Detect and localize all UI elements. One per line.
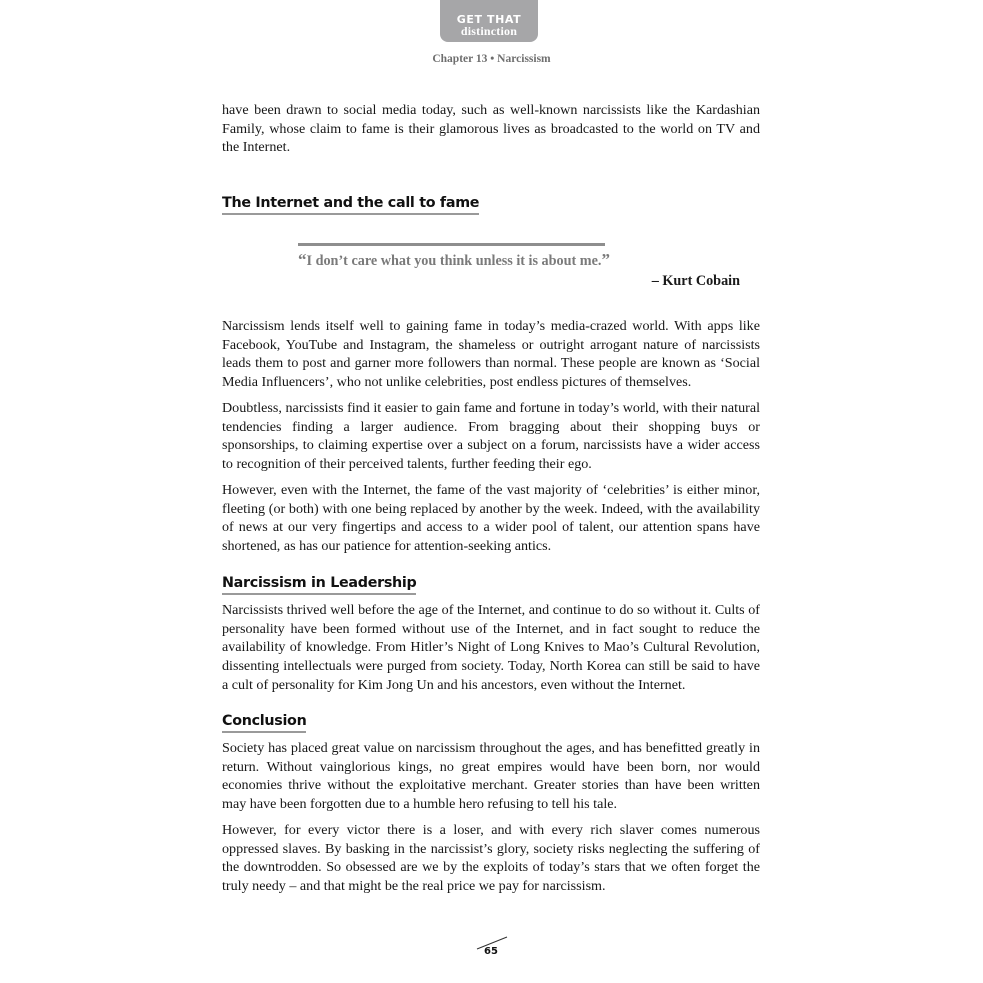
close-quote-mark: ” (601, 250, 610, 269)
section-heading-leadership: Narcissism in Leadership (222, 575, 416, 595)
paragraph: Doubtless, narcissists find it easier to gain fame and fortune in today’s world, with their natural tendencies finding a larger audience. From bragging about their shopping buys or sponsorships, to claiming expertise over a subject on a forum, narcissists have a wider access to recognition of their perceived talents, further feeding their ego. (222, 400, 760, 473)
page-number: 65 (484, 946, 498, 957)
brand-tab-logo (440, 0, 538, 42)
paragraph: However, for every victor there is a loser, and with every rich slaver comes numerous oppressed slaves. By basking in the narcissist’s glory, society risks neglecting the suffering of the downtrodden. So obsessed are we by the exploits of today’s stars that we often forget the truly needy – and that might be the real price we pay for narcissism. (222, 822, 760, 895)
quote-attribution: – Kurt Cobain (651, 273, 740, 289)
paragraph: Narcissism lends itself well to gaining fame in today’s media-crazed world. With apps like Facebook, YouTube and Instagram, the shameless or outright arrogant nature of narcissists leads them to post and garner more followers than normal. These people are known as ‘Social Media Influencers’, who not unlike celebrities, post endless pictures of themselves. (222, 318, 760, 391)
running-head: Chapter 13 • Narcissism (432, 53, 551, 65)
quote-text: I don’t care what you think unless it is about me. (306, 253, 602, 269)
paragraph: Society has placed great value on narcissism throughout the ages, and has benefitted greatly in return. Without vainglorious kings, no great empires would have been born, nor would economies thrive without the exploitative merchant. Greater stories than have been written may have been forgotten due to a humble hero refusing to tell his tale. (222, 740, 760, 813)
paragraph: However, even with the Internet, the fame of the vast majority of ‘celebrities’ is either minor, fleeting (or both) with one being replaced by another by the week. Indeed, with the availability of news at our very fingertips and access to a wider pool of talent, our attention spans have shortened, as has our patience for attention-seeking antics. (222, 482, 760, 555)
brand-line-1: GET THAT (456, 13, 522, 26)
intro-paragraph: have been drawn to social media today, such as well-known narcissists like the Kardashian Family, whose claim to fame is their glamorous lives as broadcasted to the world on TV and the Internet. (222, 102, 760, 156)
section-heading-internet-fame: The Internet and the call to fame (222, 195, 479, 215)
section-heading-conclusion: Conclusion (222, 713, 306, 733)
quote-divider (298, 243, 605, 246)
paragraph: Narcissists thrived well before the age of the Internet, and continue to do so without it. Cults of personality have been formed without use of the Internet, and in fact sought to reduce the availability of knowledge. From Hitler’s Night of Long Knives to Mao’s Cultural Revolution, dissenting intellectuals were purged from society. Today, North Korea can still be said to have a cult of personality for Kim Jong Un and his ancestors, even without the Internet. (222, 602, 760, 693)
brand-line-2: distinction (460, 24, 518, 38)
open-quote-mark: “ (298, 250, 307, 269)
pull-quote (298, 250, 618, 270)
